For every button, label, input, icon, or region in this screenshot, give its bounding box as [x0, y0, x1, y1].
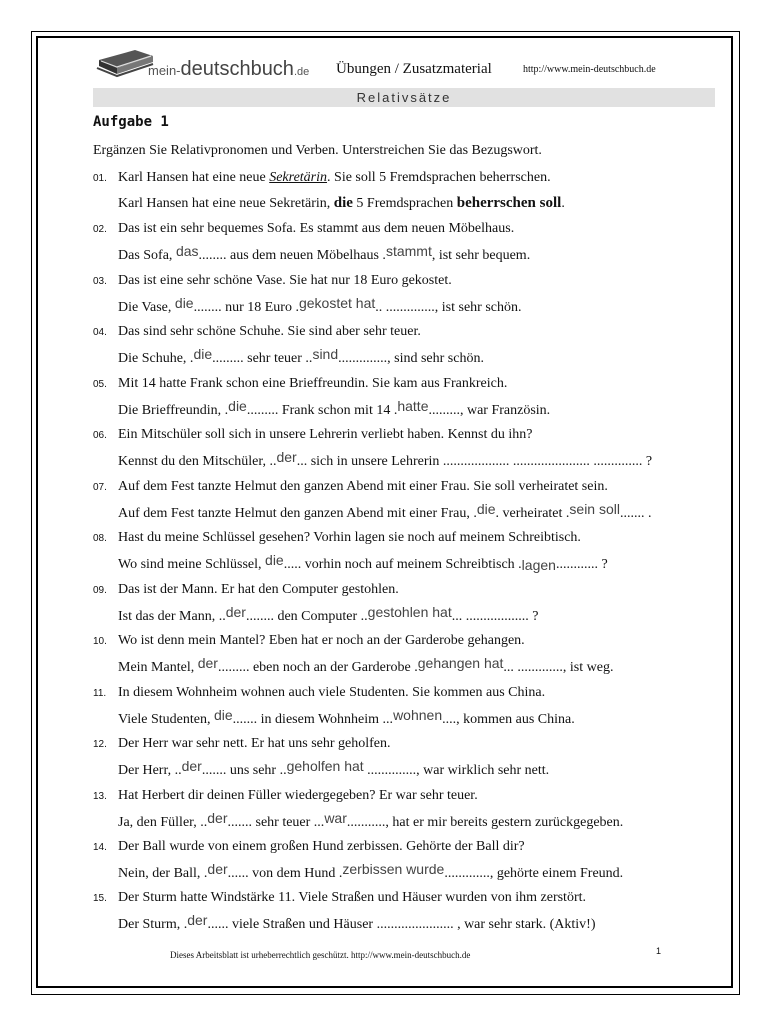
handwritten-pronoun: die — [193, 346, 213, 362]
handwritten-verb: sind — [312, 346, 339, 362]
handwritten-pronoun: der — [197, 655, 218, 671]
handwritten-pronoun: der — [225, 604, 246, 620]
handwritten-verb: hatte — [397, 398, 429, 414]
exercise-number: 10. — [93, 636, 107, 647]
exercise-answer: Wo sind meine Schlüssel, die..... vorhin noch auf meinem Schreibtisch .lagen............ ? — [118, 552, 608, 573]
handwritten-pronoun: der — [276, 449, 297, 465]
exercise-number: 12. — [93, 739, 107, 750]
exercise-answer: Die Vase, die........ nur 18 Euro .gekostet hat.. .............., ist sehr schön. — [118, 295, 522, 315]
logo-text: mein-deutschbuch.de — [148, 58, 310, 80]
exercise-answer: Kennst du den Mitschüler, ..der... sich in unsere Lehrerin ................... ...................... .............. ? — [118, 449, 653, 469]
exercise-answer: Mein Mantel, der......... eben noch an der Garderobe .gehangen hat... ............., ist weg. — [118, 655, 614, 675]
footer-copyright: Dieses Arbeitsblatt ist urheberrechtlich geschützt. http://www.mein-deutschbuch.de — [170, 950, 471, 960]
handwritten-pronoun: die — [476, 501, 496, 517]
exercise-sentence: Das sind sehr schöne Schuhe. Sie sind aber sehr teuer. — [118, 324, 421, 339]
task-title: Aufgabe 1 — [93, 114, 169, 130]
exercise-number: 01. — [93, 173, 107, 184]
exercise-number: 13. — [93, 791, 107, 802]
handwritten-pronoun: der — [207, 861, 228, 877]
exercise-answer: Ja, den Füller, ..der....... sehr teuer ...war..........., hat er mir bereits gestern zurückgegeben. — [118, 810, 624, 830]
handwritten-verb: gehangen hat — [417, 655, 504, 671]
handwritten-verb: lagen — [521, 557, 556, 573]
exercise-sentence: Der Ball wurde von einem großen Hund zerbissen. Gehörte der Ball dir? — [118, 839, 525, 854]
header-url: http://www.mein-deutschbuch.de — [523, 64, 656, 75]
handwritten-pronoun: der — [181, 758, 202, 774]
exercise-number: 14. — [93, 842, 107, 853]
exercise-answer: Der Sturm, .der...... viele Straßen und Häuser ...................... , war sehr stark. (Aktiv!) — [118, 912, 596, 932]
exercise-sentence: Auf dem Fest tanzte Helmut den ganzen Abend mit einer Frau. Sie soll verheiratet sein. — [118, 479, 608, 494]
instruction: Ergänzen Sie Relativpronomen und Verben. Unterstreichen Sie das Bezugswort. — [93, 143, 542, 158]
exercise-sentence: Das ist ein sehr bequemes Sofa. Es stammt aus dem neuen Möbelhaus. — [118, 221, 515, 236]
exercise-sentence: Wo ist denn mein Mantel? Eben hat er noch an der Garderobe gehangen. — [118, 633, 525, 648]
exercise-answer: Ist das der Mann, ..der........ den Computer ..gestohlen hat... .................. ? — [118, 604, 539, 624]
handwritten-pronoun: die — [265, 552, 284, 568]
page-header — [93, 44, 715, 84]
handwritten-verb: gekostet hat — [298, 295, 376, 311]
exercise-answer: Auf dem Fest tanzte Helmut den ganzen Abend mit einer Frau, .die. verheiratet .sein soll....... . — [118, 501, 652, 521]
handwritten-verb: war — [324, 810, 347, 826]
exercise-sentence: Hast du meine Schlüssel gesehen? Vorhin lagen sie noch auf meinem Schreibtisch. — [118, 530, 581, 545]
page-number: 1 — [656, 946, 662, 956]
exercise-sentence: Das ist der Mann. Er hat den Computer gestohlen. — [118, 582, 399, 597]
exercise-number: 05. — [93, 379, 107, 390]
exercise-sentence: Hat Herbert dir deinen Füller wiedergegeben? Er war sehr teuer. — [118, 788, 478, 803]
header-title: Übungen / Zusatzmaterial — [336, 61, 492, 77]
section-title-bar: Relativsätze — [93, 88, 715, 107]
exercise-number: 09. — [93, 585, 107, 596]
handwritten-verb: wohnen — [393, 707, 443, 723]
exercise-number: 15. — [93, 893, 107, 904]
exercise-sentence: Mit 14 hatte Frank schon eine Brieffreundin. Sie kam aus Frankreich. — [118, 376, 508, 391]
handwritten-pronoun: die — [213, 707, 233, 723]
exercise-sentence: Karl Hansen hat eine neue Sekretärin. Sie soll 5 Fremdsprachen beherrschen. — [118, 170, 551, 185]
exercise-sentence: Der Herr war sehr nett. Er hat uns sehr geholfen. — [118, 736, 391, 751]
exercise-answer: Die Brieffreundin, .die......... Frank schon mit 14 .hatte........., war Französin. — [118, 398, 551, 418]
handwritten-verb: geholfen hat — [286, 758, 364, 774]
handwritten-pronoun: die — [174, 295, 194, 311]
handwritten-pronoun: der — [207, 810, 228, 826]
exercise-number: 03. — [93, 276, 107, 287]
handwritten-verb: gestohlen hat — [367, 604, 452, 620]
exercise-sentence: Der Sturm hatte Windstärke 11. Viele Straßen und Häuser wurden von ihm zerstört. — [118, 890, 587, 905]
exercise-sentence: In diesem Wohnheim wohnen auch viele Studenten. Sie kommen aus China. — [118, 685, 546, 700]
exercise-number: 02. — [93, 224, 107, 235]
exercise-answer: Nein, der Ball, .der...... von dem Hund .zerbissen wurde............., gehörte einem Freund. — [118, 861, 624, 881]
underlined-antecedent: Sekretärin — [269, 170, 328, 185]
exercise-number: 04. — [93, 327, 107, 338]
handwritten-pronoun: der — [187, 912, 208, 928]
exercise-number: 11. — [93, 688, 107, 699]
exercise-answer: Viele Studenten, die....... in diesem Wohnheim ...wohnen...., kommen aus China. — [118, 707, 575, 727]
exercise-sentence: Das ist eine sehr schöne Vase. Sie hat nur 18 Euro gekostet. — [118, 273, 452, 288]
exercise-sentence: Ein Mitschüler soll sich in unsere Lehrerin verliebt haben. Kennst du ihn? — [118, 427, 533, 442]
handwritten-verb: sein soll — [569, 501, 620, 517]
logo — [93, 44, 313, 82]
exercise-answer: Das Sofa, das........ aus dem neuen Möbelhaus .stammt, ist sehr bequem. — [118, 243, 531, 263]
handwritten-pronoun: das — [175, 243, 199, 259]
exercise-number: 06. — [93, 430, 107, 441]
book-stack-icon — [95, 44, 155, 80]
handwritten-verb: zerbissen wurde — [342, 861, 445, 877]
exercise-answer: Karl Hansen hat eine neue Sekretärin, die 5 Fremdsprachen beherrschen soll. — [118, 195, 565, 211]
exercise-number: 08. — [93, 533, 107, 544]
exercise-answer: Die Schuhe, .die......... sehr teuer ..sind.............., sind sehr schön. — [118, 346, 484, 366]
handwritten-pronoun: die — [228, 398, 247, 414]
exercise-answer: Der Herr, ..der....... uns sehr ..geholfen hat .............., war wirklich sehr nett. — [118, 758, 550, 778]
exercise-number: 07. — [93, 482, 107, 493]
handwritten-verb: stammt — [385, 243, 432, 259]
